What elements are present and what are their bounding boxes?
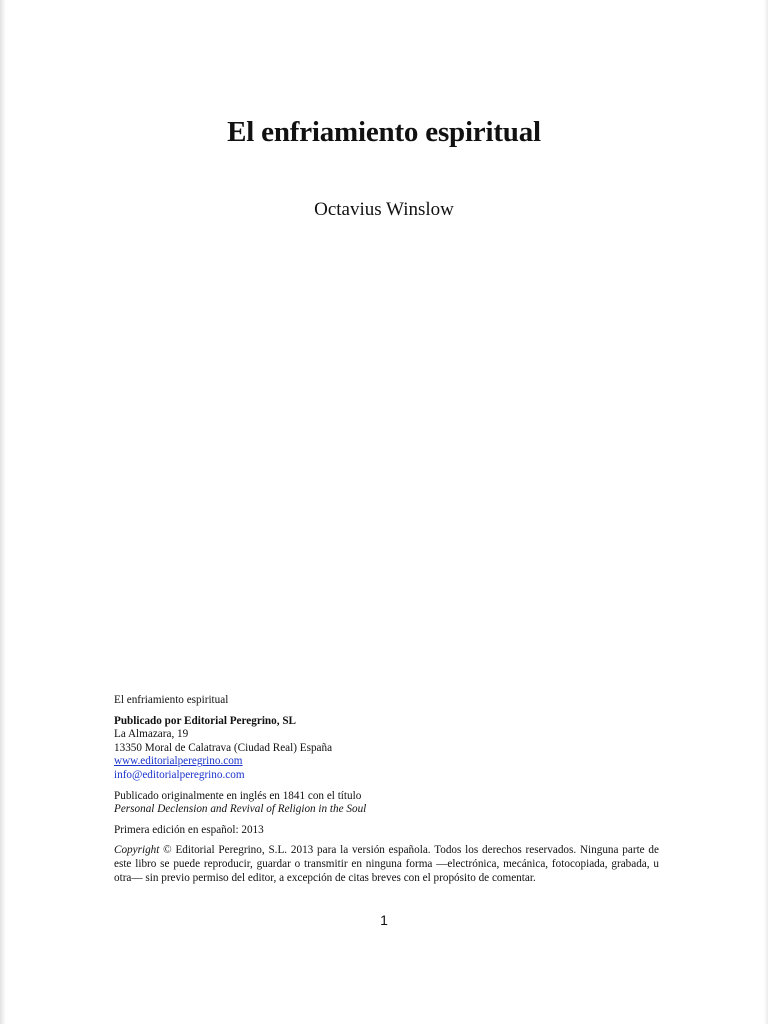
first-edition-line: Primera edición en español: 2013 — [114, 823, 264, 836]
book-title: El enfriamiento espiritual — [227, 116, 541, 148]
publisher-line: Publicado por Editorial Peregrino, SL — [114, 714, 297, 727]
original-title: Personal Declension and Revival of Religion in the Soul — [114, 803, 367, 816]
copyright-label: Copyright — [114, 844, 160, 857]
website-link[interactable]: www.editorialperegrino.com — [114, 755, 243, 768]
author-name: Octavius Winslow — [314, 199, 454, 220]
address-line-1: La Almazara, 19 — [114, 728, 189, 741]
copyright-text: © Editorial Peregrino, S.L. 2013 para la versión española. Todos los derechos reservados. Ninguna parte de este libro se puede reproducir, guardar o transmitir en ninguna forma —electrónica, mecánica, fotocopiada, grabada, u otra— sin previo permiso del editor, a excepción de citas breves con el propósito de comentar. — [114, 844, 659, 884]
original-publication-line: Publicado originalmente en inglés en 1841 con el título — [114, 789, 362, 802]
email-link[interactable]: info@editorialperegrino.com — [114, 768, 245, 781]
colophon-book-title: El enfriamiento espiritual — [114, 694, 229, 706]
page-left-edge — [0, 0, 6, 1024]
page-right-edge — [764, 0, 768, 1024]
colophon — [114, 694, 659, 885]
page-number: 1 — [380, 912, 388, 928]
copyright-notice — [114, 844, 659, 885]
address-line-2: 13350 Moral de Calatrava (Ciudad Real) España — [114, 741, 333, 754]
